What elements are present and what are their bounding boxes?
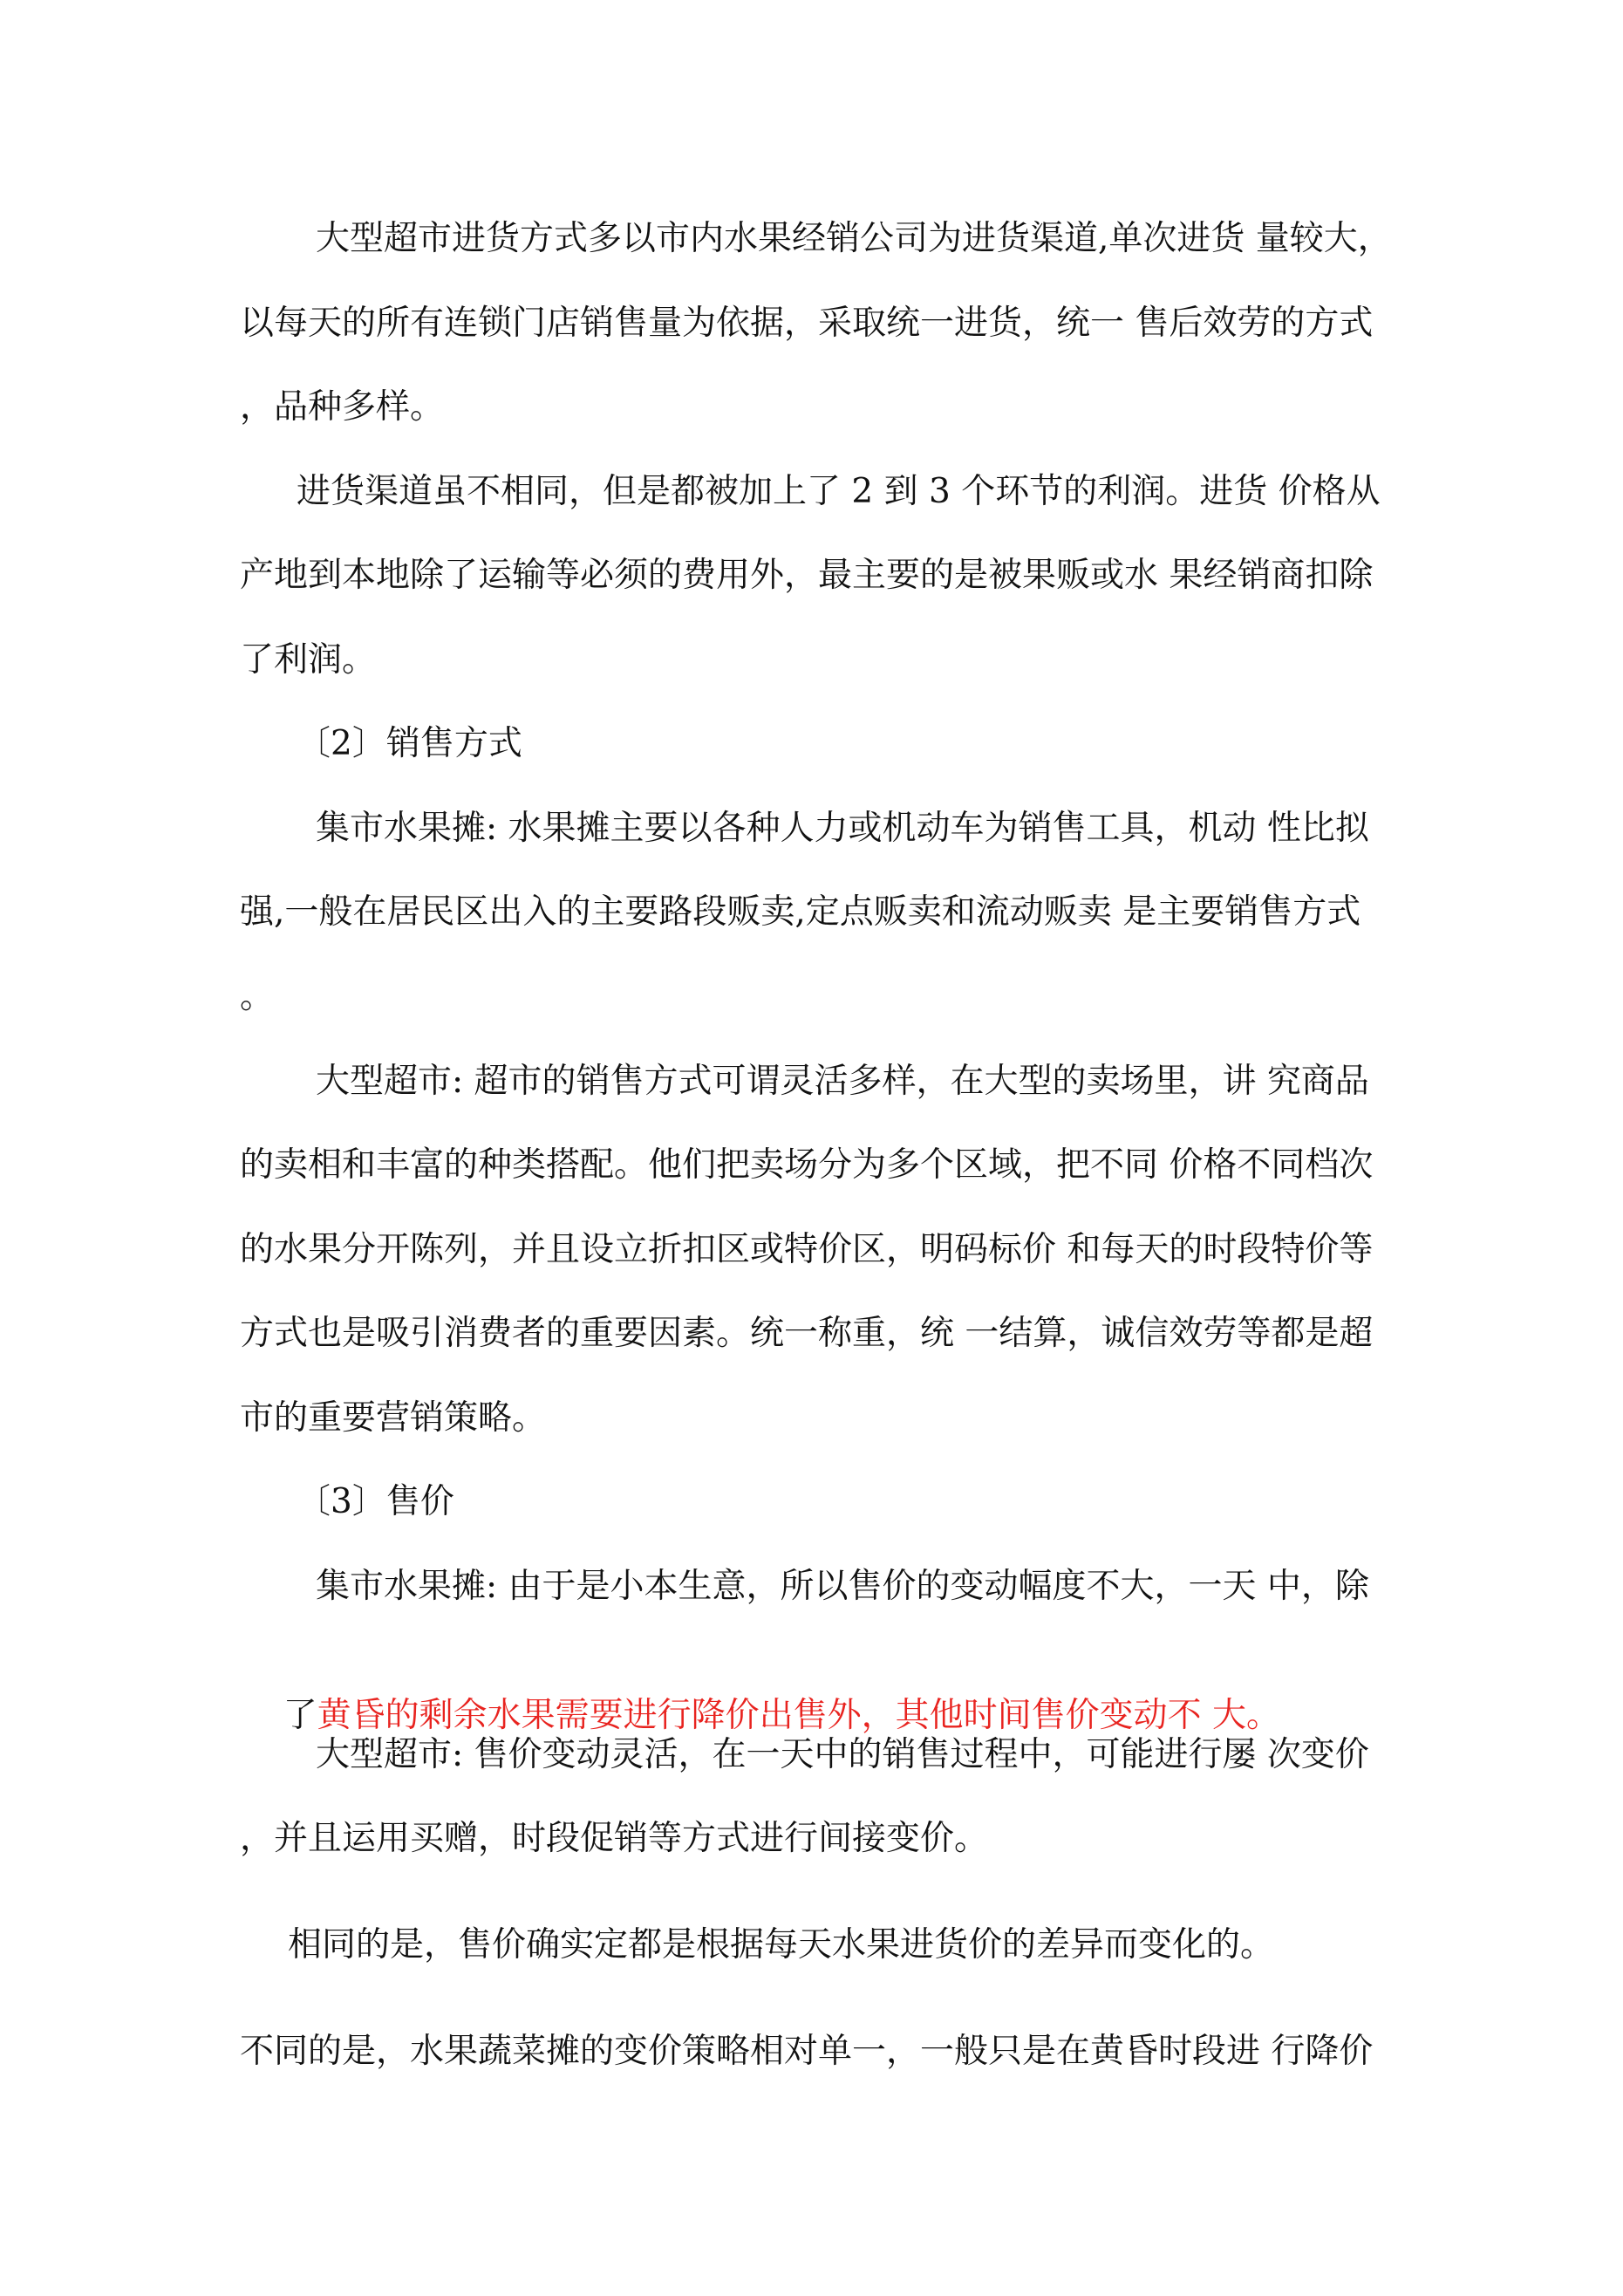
section-heading: 〔2〕销售方式 [297,724,522,763]
text-line [240,1648,1281,1735]
text-line: 的卖相和丰富的种类搭配。他们把卖场分为多个区域，把不同 价格不同档次 [240,1145,1374,1185]
text-line: 集市水果摊: 水果摊主要以各种人力或机动车为销售工具，机动 性比拟 [316,809,1369,848]
text-line: 集市水果摊: 由于是小本生意，所以售价的变动幅度不大，一天 中，除 [316,1567,1369,1606]
text-line: 大型超市: 售价变动灵活，在一天中的销售过程中，可能进行屡 次变价 [316,1735,1369,1774]
text-line: 进货渠道虽不相同，但是都被加上了 2 到 3 个环节的利润。进货 价格从 [297,472,1381,511]
text-line: 市的重要营销策略。 [240,1398,547,1438]
text-line: 方式也是吸引消费者的重要因素。统一称重，统 一结算，诚信效劳等都是超 [240,1314,1374,1353]
text-line: 相同的是，售价确实定都是根据每天水果进货价的差异而变化的。 [288,1925,1275,1965]
text-line: 了利润。 [240,640,377,680]
text-line: 的水果分开陈列，并且设立折扣区或特价区，明码标价 和每天的时段特价等 [240,1230,1374,1269]
highlighted-text: 黄昏的剩余水果需要进行降价出售外，其他时间售价变动不 大。 [317,1696,1281,1735]
text-line: 大型超市进货方式多以市内水果经销公司为进货渠道,单次进货 量较大， [316,219,1392,258]
section-heading: 〔3〕售价 [297,1482,454,1521]
text-line: 大型超市: 超市的销售方式可谓灵活多样，在大型的卖场里，讲 究商品 [316,1062,1369,1101]
text-line: 强,一般在居民区出入的主要路段贩卖,定点贩卖和流动贩卖 是主要销售方式 [240,892,1361,932]
text-line: ，品种多样。 [240,387,445,427]
text-line: 产地到本地除了运输等必须的费用外，最主要的是被果贩或水 果经销商扣除 [240,556,1374,595]
text-line: ，并且运用买赠，时段促销等方式进行间接变价。 [240,1819,989,1858]
text-line: 。 [240,977,275,1016]
text-line: 以每天的所有连锁门店销售量为依据，采取统一进货，统一 售后效劳的方式 [240,304,1374,343]
text-line-lead: 了 [283,1696,317,1735]
text-line: 不同的是，水果蔬菜摊的变价策略相对单一，一般只是在黄昏时段进 行降价 [240,2032,1374,2071]
